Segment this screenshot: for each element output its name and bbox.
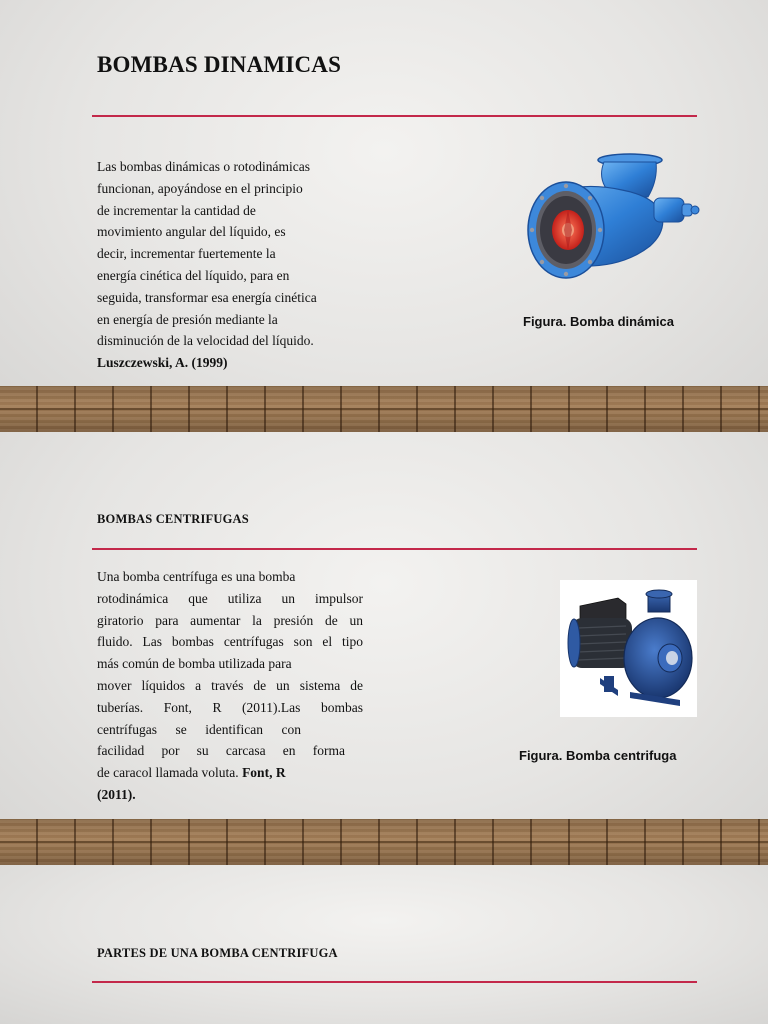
centrifugal-pump-photo (560, 580, 697, 717)
text-line-with-citation (97, 762, 363, 784)
text-line: fluido. Las bombas centrífugas son el tipo (97, 634, 363, 650)
slide-title: PARTES DE UNA BOMBA CENTRIFUGA (97, 946, 338, 960)
text-line: tuberías. Font, R (2011).Las bombas (97, 699, 363, 715)
slide-bombas-dinamicas (0, 0, 768, 432)
text-line: más común de bomba utilizada para (97, 656, 292, 672)
figure-caption: Figura. Bomba dinámica (523, 314, 674, 329)
text-line: decir, incrementar fuertemente la (97, 246, 276, 262)
text-line: funcionan, apoyándose en el principio (97, 180, 303, 196)
text-line: rotodinámica que utiliza un impulsor (97, 590, 363, 606)
text-line: mover líquidos a través de un sistema de (97, 677, 363, 693)
body-paragraph (97, 566, 363, 806)
slide-title: BOMBAS CENTRIFUGAS (97, 512, 249, 526)
citation: Luszczewski, A. (1999) (97, 355, 228, 371)
figure-caption: Figura. Bomba centrifuga (519, 748, 677, 763)
slide-bombas-centrifugas (0, 432, 768, 865)
text-line: de incrementar la cantidad de (97, 202, 256, 218)
text-line: en energía de presión mediante la (97, 311, 278, 327)
slide-title: BOMBAS DINAMICAS (97, 52, 342, 77)
text-line: giratorio para aumentar la presión de un (97, 612, 363, 628)
text-line: disminución de la velocidad del líquido. (97, 333, 314, 349)
title-divider (92, 548, 697, 550)
text-line: Una bomba centrífuga es una bomba (97, 569, 296, 584)
text-line: centrífugas se identifican con (97, 721, 301, 737)
citation-year: (2011). (97, 786, 136, 802)
title-divider (92, 981, 697, 983)
slide-partes-bomba (0, 865, 768, 1024)
wood-floor-band (0, 819, 768, 865)
wood-floor-band (0, 386, 768, 432)
text-line: de caracol llamada voluta. (97, 765, 239, 781)
text-line: energía cinética del líquido, para en (97, 267, 290, 283)
title-divider (92, 115, 697, 117)
text-line: movimiento angular del líquido, es (97, 224, 286, 240)
body-paragraph (97, 156, 317, 374)
text-line: seguida, transformar esa energía cinética (97, 289, 317, 305)
citation: Font, R (242, 765, 286, 781)
blue-axial-pump-illustration (526, 152, 700, 282)
text-line: facilidad por su carcasa en forma (97, 743, 345, 759)
text-line: Las bombas dinámicas o rotodinámicas (97, 159, 310, 174)
